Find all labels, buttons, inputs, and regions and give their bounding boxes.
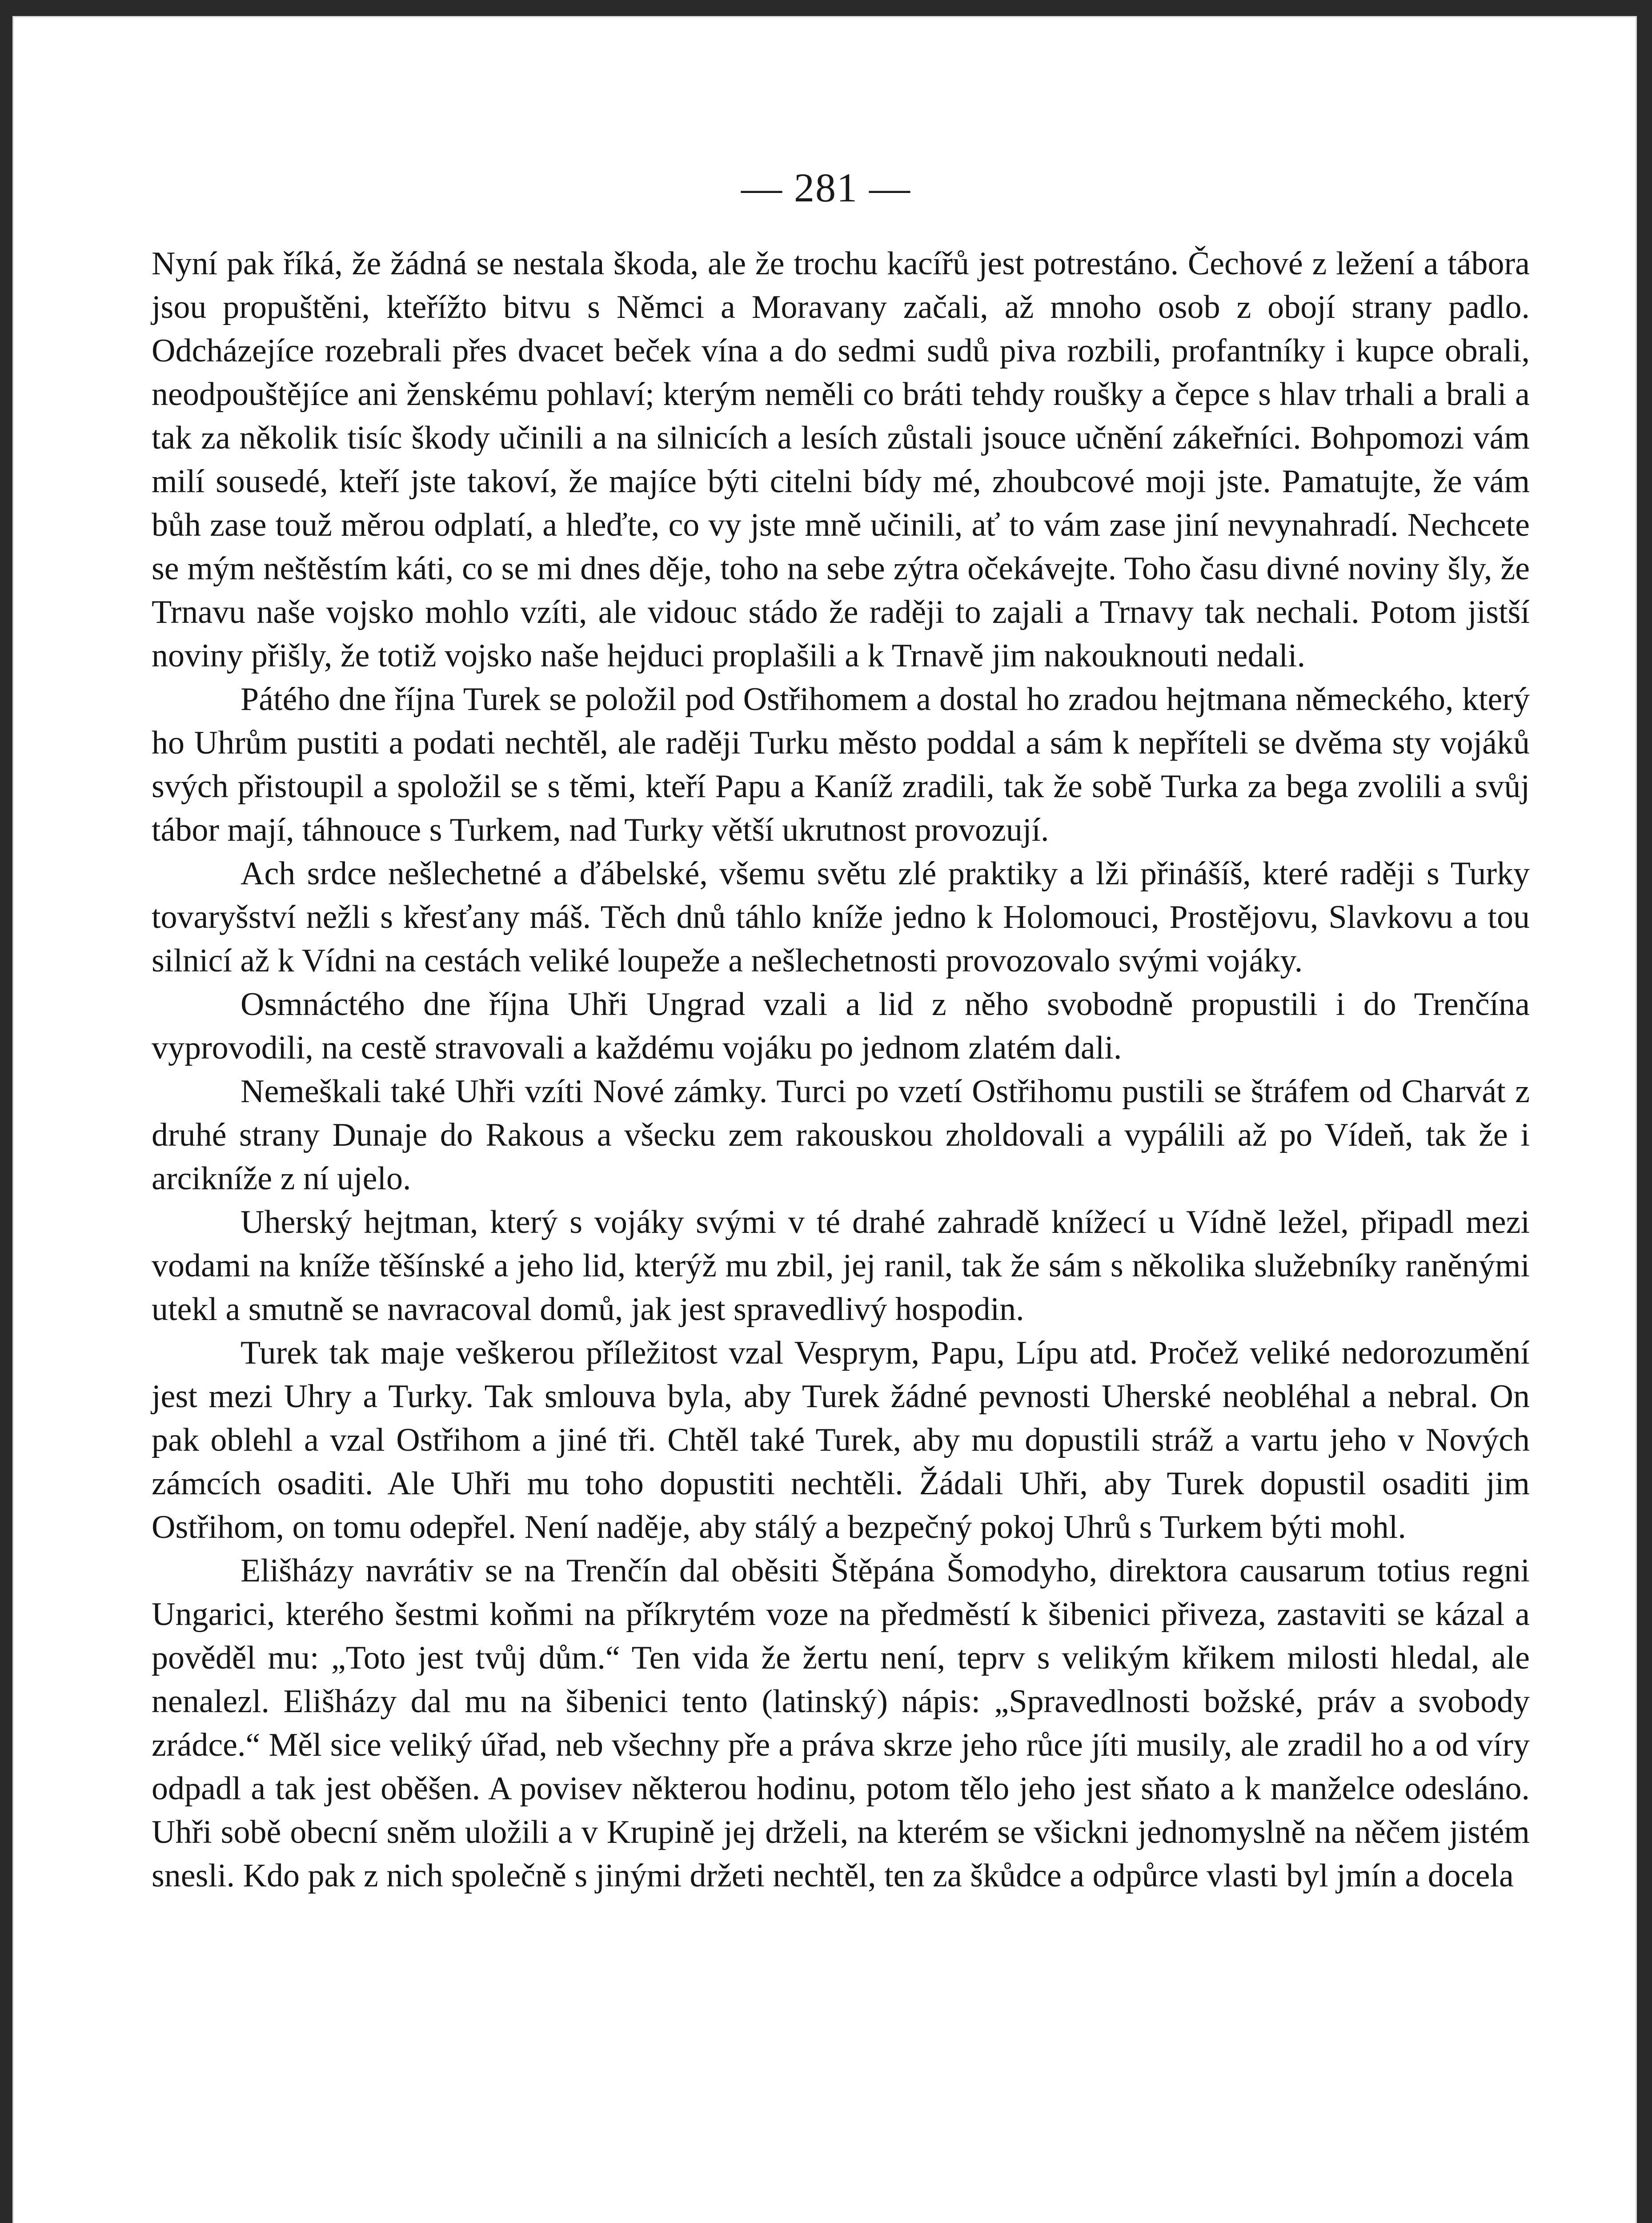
paragraph: Osmnáctého dne října Uhři Ungrad vzali a lid z něho svobodně propustili i do Trenčína vyprovodili, na cestě stravovali a každému vojáku po jednom zlatém dali. <box>152 986 1530 1066</box>
paragraph: Elišházy navrátiv se na Trenčín dal oběsiti Štěpána Šomodyho, direktora causarum totius regni Ungarici, kterého šestmi koňmi na příkrytém voze na předměstí k šibenici přiveza, zastaviti se kázal a pověděl mu: „Toto jest tvůj dům.“ Ten vida že žertu není, teprv s velikým křikem milosti hledal, ale nenalezl. Elišházy dal mu na šibenici tento (latinský) nápis: „Spravedlnosti božské, práv a svobody zrádce.“ Měl sice veliký úřad, neb všechny pře a práva skrze jeho růce jíti musily, ale zradil ho a od víry odpadl a tak jest oběšen. A povisev některou hodinu, potom tělo jeho jest sňato a k manželce odesláno. Uhři sobě obecní sněm uložili a v Krupině jej drželi, na kterém se všickni jednomyslně na něčem jistém snesli. Kdo pak z nich společně s jinými držeti nechtěl, ten za škůdce a odpůrce vlasti byl jmín a docela <box>152 1553 1530 1894</box>
page-number: — 281 — <box>741 165 911 210</box>
book-page <box>12 16 1637 2223</box>
paragraph: Nyní pak říká, že žádná se nestala škoda, ale že trochu kacířů jest potrestáno. Čechové z ležení a tábora jsou propuštěni, kteřížto bitvu s Němci a Moravany začali, až mnoho osob z obojí strany padlo. Odcházejíce rozebrali přes dvacet beček vína a do sedmi sudů piva rozbili, profantníky i kupce obrali, neodpouštějíce ani ženskému pohlaví; kterým neměli co bráti tehdy roušky a čepce s hlav trhali a brali a tak za několik tisíc škody učinili a na silnicích a lesích zůstali jsouce učnění zákeřníci. Bohpomozi vám milí sousedé, kteří jste takoví, že majíce býti citelni bídy mé, zhoubcové moji jste. Pamatujte, že vám bůh zase touž měrou odplatí, a hleďte, co vy jste mně učinili, ať to vám zase jiní nevynahradí. Nechcete se mým neštěstím káti, co se mi dnes děje, toho na sebe zýtra očekávejte. Toho času divné noviny šly, že Trnavu naše vojsko mohlo vzíti, ale vidouc stádo že raději to zajali a Trnavy tak nechali. Potom jistší noviny přišly, že totiž vojsko naše hejduci proplašili a k Trnavě jim nakouknouti nedali. <box>152 245 1530 674</box>
paragraph: Ach srdce nešlechetné a ďábelské, všemu světu zlé praktiky a lži přinášíš, které raději s Turky tovaryšství nežli s křesťany máš. Těch dnů táhlo kníže jedno k Holomouci, Prostějovu, Slavkovu a tou silnicí až k Vídni na cestách veliké loupeže a nešlechetnosti provozovalo svými vojáky. <box>152 855 1530 979</box>
body-text <box>152 242 1530 1898</box>
paragraph: Pátého dne října Turek se položil pod Ostřihomem a dostal ho zradou hejtmana německého, který ho Uhrům pustiti a podati nechtěl, ale raději Turku město poddal a sám k nepříteli se dvěma sty vojáků svých přistoupil a spoložil se s těmi, kteří Papu a Kaníž zradili, tak že sobě Turka za bega zvolili a svůj tábor mají, táhnouce s Turkem, nad Turky větší ukrutnost provozují. <box>152 681 1530 848</box>
paragraph: Nemeškali také Uhři vzíti Nové zámky. Turci po vzetí Ostřihomu pustili se štráfem od Charvát z druhé strany Dunaje do Rakous a všecku zem rakouskou zholdovali a vypálili až po Vídeň, tak že i arcikníže z ní ujelo. <box>152 1073 1530 1197</box>
paragraph: Turek tak maje veškerou příležitost vzal Vesprym, Papu, Lípu atd. Pročež veliké nedorozumění jest mezi Uhry a Turky. Tak smlouva byla, aby Turek žádné pevnosti Uherské neobléhal a nebral. On pak oblehl a vzal Ostřihom a jiné tři. Chtěl také Turek, aby mu dopustili stráž a vartu jeho v Nových zámcích osaditi. Ale Uhři mu toho dopustiti nechtěli. Žádali Uhři, aby Turek dopustil osaditi jim Ostřihom, on tomu odepřel. Není naděje, aby stálý a bezpečný pokoj Uhrů s Turkem býti mohl. <box>152 1335 1530 1545</box>
paragraph: Uherský hejtman, který s vojáky svými v té drahé zahradě knížecí u Vídně ležel, připadl mezi vodami na kníže těšínské a jeho lid, kterýž mu zbil, jej ranil, tak že sám s několika služebníky raněnými utekl a smutně se navracoval domů, jak jest spravedlivý hospodin. <box>152 1204 1530 1328</box>
